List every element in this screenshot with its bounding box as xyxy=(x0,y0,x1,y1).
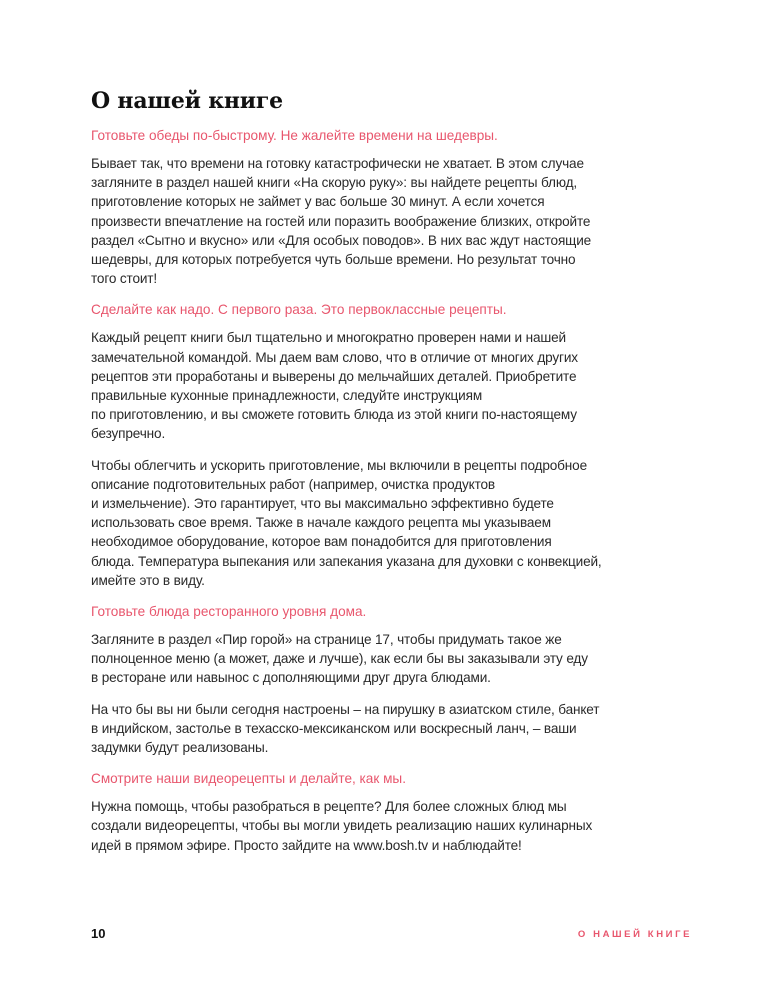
paragraph-line: правильные кухонные принадлежности, следуйте инструкциям xyxy=(91,388,483,404)
paragraph-line: Загляните в раздел «Пир горой» на странице 17, чтобы придумать такое же xyxy=(91,632,562,648)
paragraph-line: того стоит! xyxy=(91,271,158,287)
paragraph-line: Нужна помощь, чтобы разобраться в рецепте? Для более сложных блюд мы xyxy=(91,799,567,815)
paragraph-line: приготовление которых не займет у вас больше 30 минут. А если хочется xyxy=(91,194,545,210)
paragraph-line: в ресторане или навынос с дополняющими друг друга блюдами. xyxy=(91,670,491,686)
paragraph-line: шедевры, для которых потребуется чуть больше времени. Но результат точно xyxy=(91,252,576,268)
paragraph-line: замечательной командой. Мы даем вам слово, что в отличие от многих других xyxy=(91,349,578,365)
paragraph-line: загляните в раздел нашей книги «На скорую руку»: вы найдете рецепты блюд, xyxy=(91,175,577,191)
paragraph-line: создали видеорецепты, чтобы вы могли увидеть реализацию наших кулинарных xyxy=(91,818,593,834)
section-subhead: Смотрите наши видеорецепты и делайте, как мы. xyxy=(91,771,406,787)
paragraph-line: и измельчение). Это гарантирует, что вы максимально эффективно будете xyxy=(91,496,554,512)
running-title: О НАШЕЙ КНИГЕ xyxy=(577,929,692,940)
paragraph-line: Чтобы облегчить и ускорить приготовление, мы включили в рецепты подробное xyxy=(91,457,587,473)
paragraph-line: На что бы вы ни были сегодня настроены – на пирушку в азиатском стиле, банкет xyxy=(91,701,600,717)
paragraph-line: в индийском, застолье в техасско-мексиканском или воскресный ланч, – ваши xyxy=(91,720,577,736)
section-paragraph xyxy=(91,328,651,443)
paragraph-line: произвести впечатление на гостей или поразить воображение близких, откройте xyxy=(91,213,591,229)
paragraph-line: имейте это в виду. xyxy=(91,572,205,588)
paragraph-line: Бывает так, что времени на готовку катастрофически не хватает. В этом случае xyxy=(91,156,584,171)
section-subhead: Сделайте как надо. С первого раза. Это первоклассные рецепты. xyxy=(91,302,507,318)
section-subhead: Готовьте обеды по-быстрому. Не жалейте времени на шедевры. xyxy=(91,128,498,143)
section-paragraph xyxy=(91,456,651,590)
section-subhead: Готовьте блюда ресторанного уровня дома. xyxy=(91,604,367,620)
page-title: О нашей книге xyxy=(91,88,283,114)
paragraph-line: раздел «Сытно и вкусно» или «Для особых поводов». В них вас ждут настоящие xyxy=(91,232,592,248)
section-paragraph xyxy=(91,700,651,758)
section-paragraph xyxy=(91,630,651,688)
paragraph-line: использовать свое время. Также в начале каждого рецепта мы указываем xyxy=(91,515,551,531)
section-paragraph xyxy=(91,154,651,288)
paragraph-line: Каждый рецепт книги был тщательно и многократно проверен нами и нашей xyxy=(91,330,566,346)
paragraph-line: безупречно. xyxy=(91,426,166,442)
paragraph-line: задумки будут реализованы. xyxy=(91,740,269,756)
paragraph-line: необходимое оборудование, которое вам понадобится для приготовления xyxy=(91,534,552,550)
paragraph-line: блюда. Температура выпекания или запекания указана для духовки с конвекцией, xyxy=(91,553,602,569)
paragraph-line: рецептов эти проработаны и выверены до мельчайших деталей. Приобретите xyxy=(91,368,577,384)
page-content xyxy=(91,86,651,867)
paragraph-line: полноценное меню (а может, даже и лучше), как если бы вы заказывали эту еду xyxy=(91,651,588,667)
paragraph-line: описание подготовительных работ (например, очистка продуктов xyxy=(91,476,495,492)
paragraph-line: по приготовлению, и вы сможете готовить блюда из этой книги по-настоящему xyxy=(91,407,577,423)
section-paragraph xyxy=(91,797,651,855)
page-number: 10 xyxy=(91,926,106,941)
paragraph-line: идей в прямом эфире. Просто зайдите на www.bosh.tv и наблюдайте! xyxy=(91,837,522,853)
